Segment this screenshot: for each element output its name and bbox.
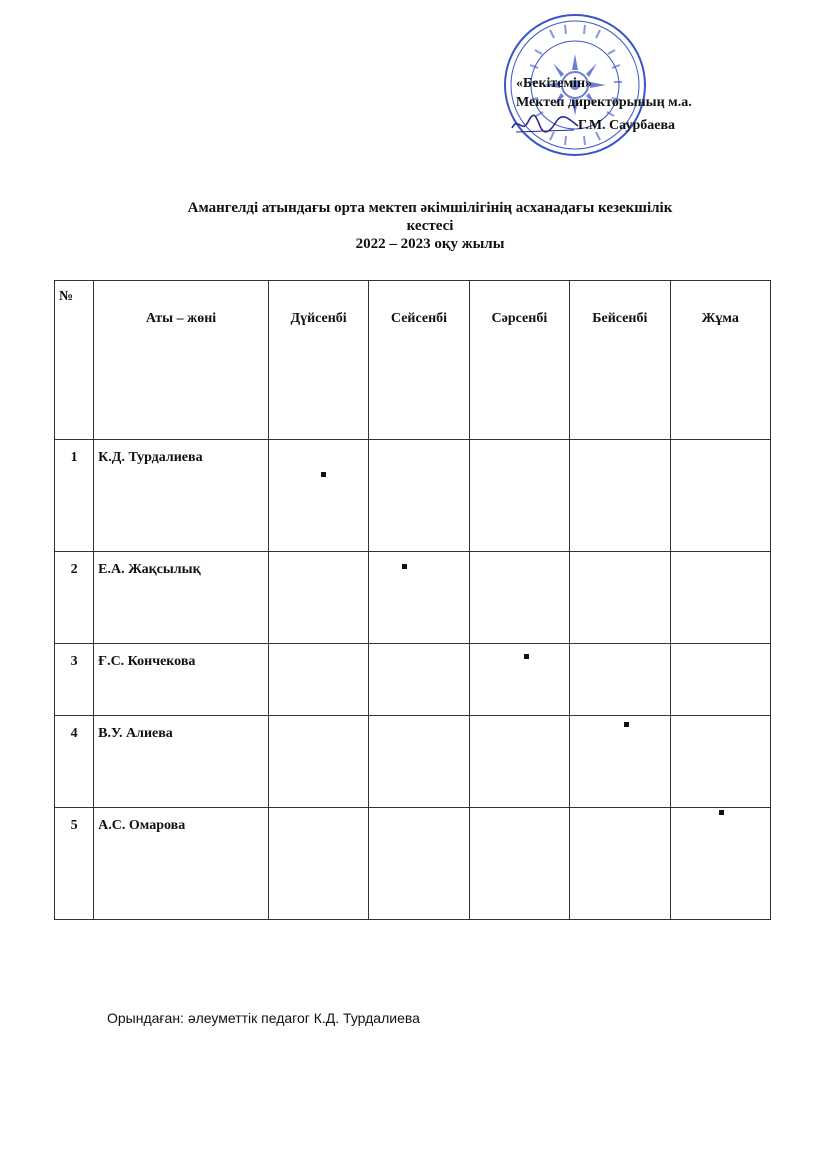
duty-cell-thu (570, 440, 670, 552)
row-number: 5 (55, 808, 94, 920)
duty-cell-mon (268, 644, 368, 716)
title-line-2: кестесі (406, 218, 454, 234)
duty-cell-tue (369, 808, 469, 920)
square-bullet-icon (402, 564, 407, 569)
signature-icon (510, 112, 580, 136)
row-name: К.Д. Турдалиева (94, 440, 269, 552)
duty-cell-fri (670, 716, 771, 808)
approval-position: Мектеп директорының м.а. (516, 95, 692, 110)
duty-cell-thu (570, 808, 670, 920)
table-row (55, 644, 771, 716)
duty-cell-fri (670, 440, 771, 552)
duty-cell-fri (670, 644, 771, 716)
row-name: А.С. Омарова (94, 808, 269, 920)
table-row (55, 716, 771, 808)
header-day-tue: Сейсенбі (369, 281, 469, 440)
duty-cell-mon (268, 716, 368, 808)
square-bullet-icon (624, 722, 629, 727)
duty-cell-wed (469, 808, 569, 920)
row-number: 4 (55, 716, 94, 808)
title-line-3: 2022 – 2023 оқу жылы (355, 236, 505, 252)
duty-cell-mon (268, 552, 368, 644)
duty-cell-wed (469, 716, 569, 808)
duty-cell-mon (268, 808, 368, 920)
square-bullet-icon (321, 472, 326, 477)
prepared-by: Орындаған: әлеуметтік педагог К.Д. Турдалиева (107, 1010, 420, 1026)
duty-cell-tue (369, 716, 469, 808)
row-name: Е.А. Жақсылық (94, 552, 269, 644)
duty-cell-fri (670, 808, 771, 920)
row-name: Ғ.С. Кончекова (94, 644, 269, 716)
row-number: 1 (55, 440, 94, 552)
duty-cell-thu (570, 552, 670, 644)
row-name: В.У. Алиева (94, 716, 269, 808)
document-title (80, 199, 780, 253)
duty-cell-tue (369, 552, 469, 644)
table-row (55, 440, 771, 552)
duty-schedule-table (54, 280, 771, 920)
table-header-row (55, 281, 771, 440)
duty-cell-wed (469, 644, 569, 716)
header-num: № (55, 281, 94, 440)
duty-cell-mon (268, 440, 368, 552)
duty-cell-fri (670, 552, 771, 644)
header-name: Аты – жөні (94, 281, 269, 440)
table-row (55, 808, 771, 920)
square-bullet-icon (719, 810, 724, 815)
duty-cell-thu (570, 644, 670, 716)
duty-cell-thu (570, 716, 670, 808)
duty-cell-wed (469, 552, 569, 644)
table-row (55, 552, 771, 644)
header-day-wed: Сәрсенбі (469, 281, 569, 440)
duty-cell-tue (369, 644, 469, 716)
square-bullet-icon (524, 654, 529, 659)
approval-director-name: Г.М. Саурбаева (578, 118, 676, 133)
duty-cell-tue (369, 440, 469, 552)
header-day-thu: Бейсенбі (570, 281, 670, 440)
row-number: 3 (55, 644, 94, 716)
approval-heading: «Бекітемін» (516, 76, 593, 91)
row-number: 2 (55, 552, 94, 644)
duty-cell-wed (469, 440, 569, 552)
header-day-fri: Жұма (670, 281, 771, 440)
header-day-mon: Дүйсенбі (268, 281, 368, 440)
title-line-1: Амангелді атындағы орта мектеп әкімшілігінің асханадағы кезекшілік (187, 200, 673, 216)
